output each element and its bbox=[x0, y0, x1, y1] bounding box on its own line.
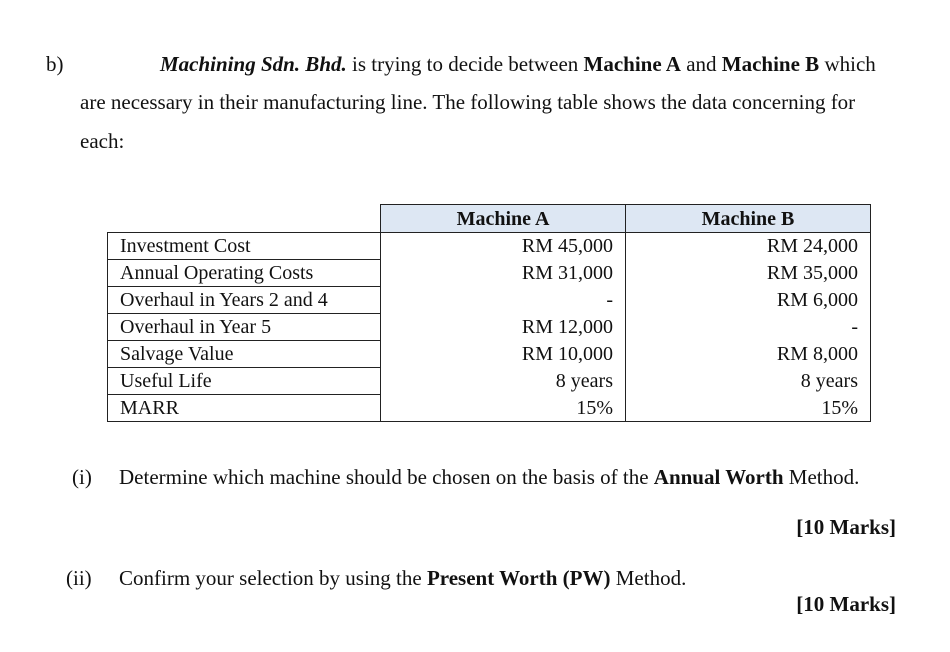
machine-b-value: - bbox=[626, 314, 871, 341]
machine-b-value: RM 8,000 bbox=[626, 341, 871, 368]
machine-a-value: RM 31,000 bbox=[381, 260, 626, 287]
question-text-segment: which bbox=[819, 52, 876, 76]
part-i-marks: [10 Marks] bbox=[796, 515, 896, 539]
question-text-segment: and bbox=[680, 52, 722, 76]
table-row bbox=[108, 395, 871, 422]
row-label: Annual Operating Costs bbox=[108, 260, 381, 287]
machine-a-value: 8 years bbox=[381, 368, 626, 395]
company-name: Machining Sdn. Bhd. bbox=[160, 52, 347, 76]
part-ii-method: Present Worth (PW) bbox=[426, 566, 611, 590]
machine-comparison-table bbox=[107, 204, 871, 422]
part-ii-marks: [10 Marks] bbox=[796, 592, 896, 616]
part-i-method: Annual Worth bbox=[653, 465, 784, 489]
table-header-row bbox=[108, 205, 871, 233]
row-label: MARR bbox=[108, 395, 381, 422]
part-text-segment: Method. bbox=[610, 566, 687, 590]
question-text-line-1 bbox=[160, 52, 876, 77]
question-text-line-3: each: bbox=[80, 129, 125, 153]
machine-b-value: RM 24,000 bbox=[626, 233, 871, 260]
row-label: Overhaul in Years 2 and 4 bbox=[108, 287, 381, 314]
machine-a-value: RM 12,000 bbox=[381, 314, 626, 341]
table-row bbox=[108, 260, 871, 287]
table-row bbox=[108, 314, 871, 341]
machine-b-value: 8 years bbox=[626, 368, 871, 395]
part-text-segment: Method. bbox=[783, 465, 860, 489]
table-header-blank bbox=[108, 205, 381, 233]
table-row bbox=[108, 368, 871, 395]
machine-a-value: 15% bbox=[381, 395, 626, 422]
table-row bbox=[108, 341, 871, 368]
part-text-segment: Confirm your selection by using the bbox=[119, 566, 427, 590]
machine-a-name: Machine A bbox=[583, 52, 681, 76]
row-label: Salvage Value bbox=[108, 341, 381, 368]
row-label: Investment Cost bbox=[108, 233, 381, 260]
row-label: Useful Life bbox=[108, 368, 381, 395]
row-label: Overhaul in Year 5 bbox=[108, 314, 381, 341]
question-label: b) bbox=[46, 52, 64, 76]
part-i-text bbox=[119, 465, 859, 490]
table-header-machine-b: Machine B bbox=[626, 205, 871, 233]
part-ii-number: (ii) bbox=[66, 566, 92, 590]
part-ii-text bbox=[119, 566, 686, 591]
machine-b-name: Machine B bbox=[721, 52, 820, 76]
table-row bbox=[108, 233, 871, 260]
machine-a-value: - bbox=[381, 287, 626, 314]
part-text-segment: Determine which machine should be chosen on the basis of the bbox=[119, 465, 654, 489]
table-row bbox=[108, 287, 871, 314]
part-i-number: (i) bbox=[72, 465, 92, 489]
question-text-segment: is trying to decide between bbox=[346, 52, 584, 76]
machine-b-value: RM 6,000 bbox=[626, 287, 871, 314]
question-text-line-2: are necessary in their manufacturing line. The following table shows the data concerning for bbox=[80, 90, 856, 114]
machine-b-value: 15% bbox=[626, 395, 871, 422]
machine-a-value: RM 45,000 bbox=[381, 233, 626, 260]
table-header-machine-a: Machine A bbox=[381, 205, 626, 233]
machine-a-value: RM 10,000 bbox=[381, 341, 626, 368]
machine-b-value: RM 35,000 bbox=[626, 260, 871, 287]
